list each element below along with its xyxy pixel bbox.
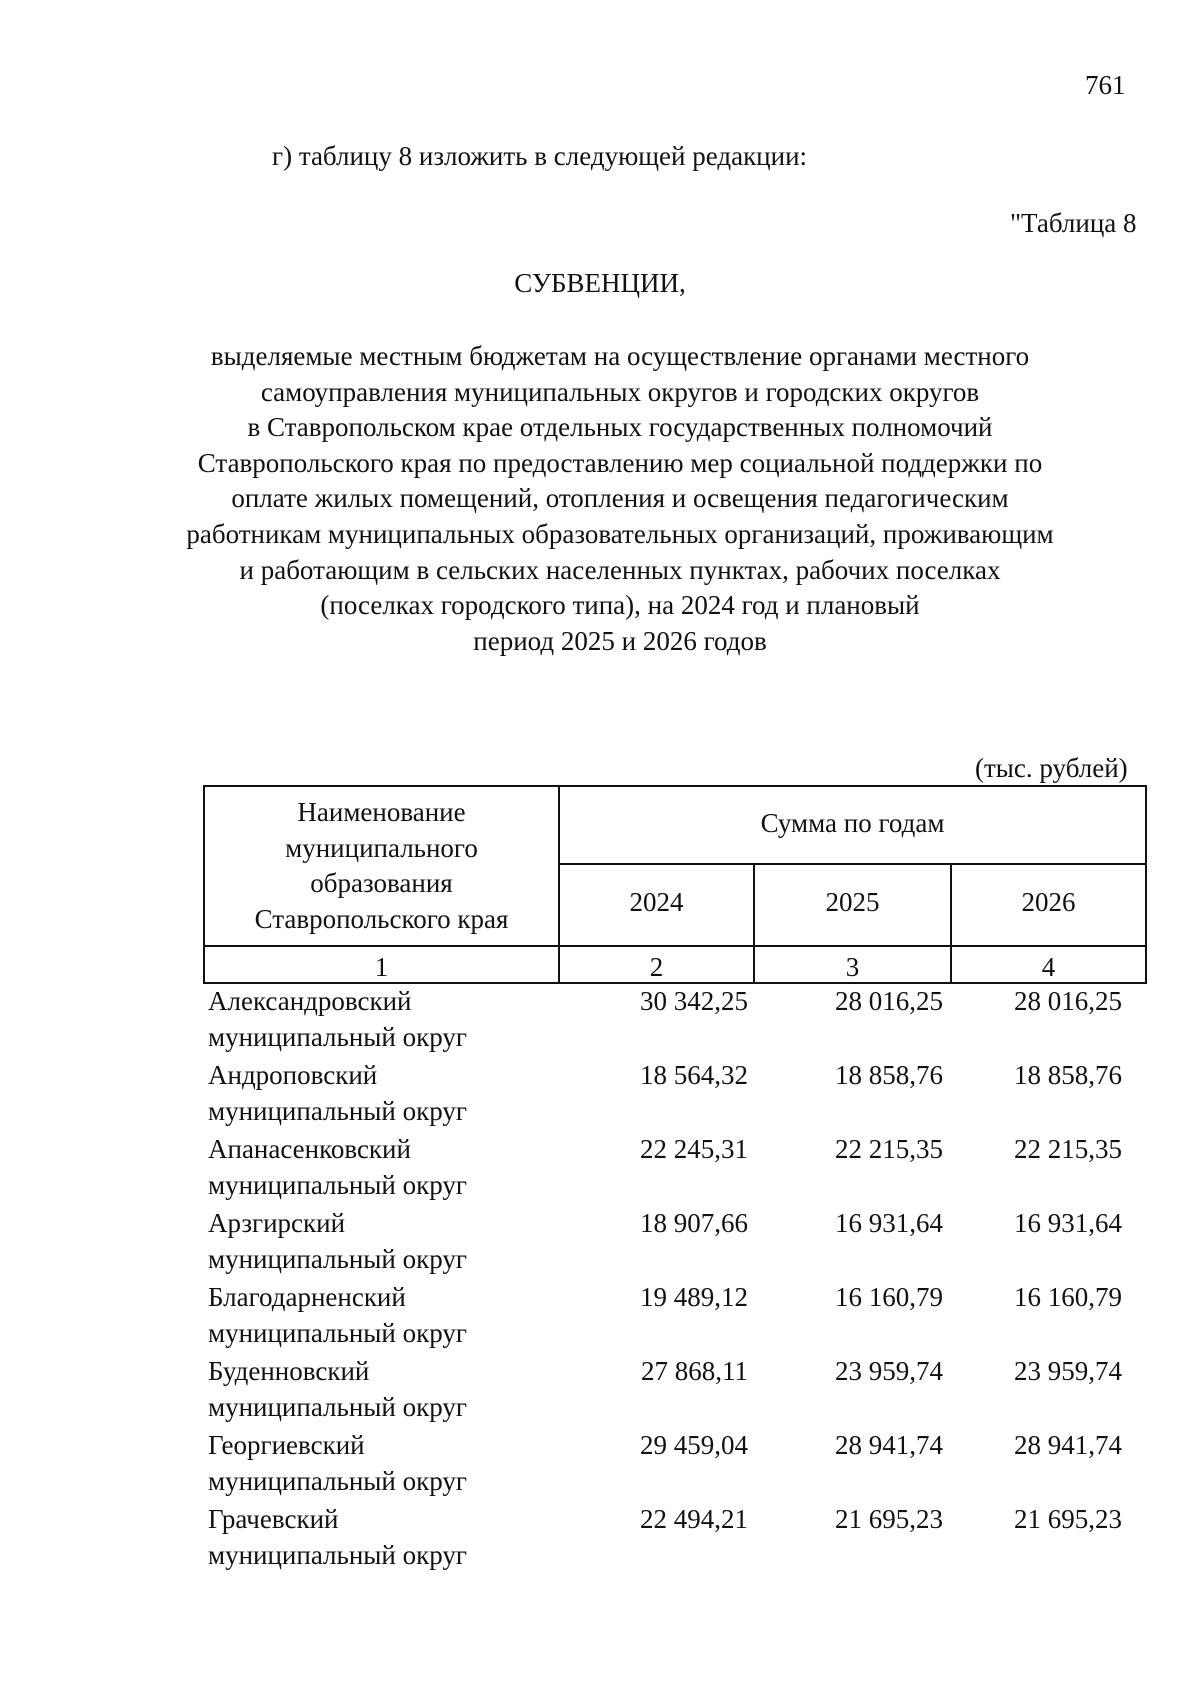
value-2026: 23 959,74 — [1014, 1356, 1122, 1386]
subtitle-line: работникам муниципальных образовательных организаций, проживающим — [186, 518, 1054, 549]
column-number: 2 — [649, 952, 664, 982]
value-2024: 18 564,32 — [640, 1060, 748, 1090]
table-row — [0, 1057, 1200, 1131]
header-name-line: образования — [310, 868, 453, 899]
table-border-top — [203, 785, 1147, 787]
header-name-line: Ставропольского края — [254, 903, 509, 934]
row-name-line: муниципальный округ — [208, 1096, 467, 1126]
header-year-2024: 2024 — [629, 887, 684, 917]
value-2024: 30 342,25 — [640, 986, 748, 1016]
intro-text: г) таблицу 8 изложить в следующей редакции: — [272, 141, 808, 171]
row-name — [208, 1279, 538, 1351]
subtitle-line: Ставропольского края по предоставлению мер социальной поддержки по — [197, 447, 1043, 478]
row-name-line: Апанасенковский — [208, 1134, 411, 1164]
table-border-right — [1145, 785, 1147, 984]
row-name — [208, 983, 538, 1055]
value-2024: 29 459,04 — [640, 1430, 748, 1460]
page-number: 761 — [1085, 70, 1126, 100]
value-2026: 22 215,35 — [1014, 1134, 1122, 1164]
column-number: 1 — [374, 952, 389, 982]
subtitle-line: выделяемые местным бюджетам на осуществление органами местного — [210, 341, 1030, 371]
document-subtitle — [180, 339, 1060, 659]
column-number: 4 — [1041, 952, 1056, 982]
row-name-line: Георгиевский — [208, 1430, 365, 1460]
value-2025: 21 695,23 — [835, 1504, 943, 1534]
value-2025: 22 215,35 — [835, 1134, 943, 1164]
row-name-line: муниципальный округ — [208, 1392, 467, 1422]
row-name-line: Благодарненский — [208, 1282, 406, 1312]
table-row — [0, 1427, 1200, 1501]
subtitle-line: (поселках городского типа), на 2024 год и плановый — [320, 590, 920, 621]
subtitle-line: период 2025 и 2026 годов — [473, 625, 767, 656]
subtitle-line: оплате жилых помещений, отопления и освещения педагогическим — [231, 483, 1009, 514]
value-2026: 28 941,74 — [1014, 1430, 1122, 1460]
row-name — [208, 1353, 538, 1425]
header-name-line: Наименование — [297, 797, 466, 827]
subtitle-line: самоуправления муниципальных округов и городских округов — [260, 376, 980, 407]
subtitle-line: и работающим в сельских населенных пунктах, рабочих поселках — [239, 554, 1001, 585]
value-2026: 16 160,79 — [1014, 1282, 1122, 1312]
table-row — [0, 1131, 1200, 1205]
row-name-line: Александровский — [208, 986, 412, 1016]
row-name-line: муниципальный округ — [208, 1244, 467, 1274]
table-border-years-top — [558, 863, 1147, 865]
value-2024: 18 907,66 — [640, 1208, 748, 1238]
table-row — [0, 1501, 1200, 1575]
value-2026: 16 931,64 — [1014, 1208, 1122, 1238]
table-border-header-bottom — [203, 945, 1147, 947]
row-name — [208, 1205, 538, 1277]
table-row — [0, 983, 1200, 1057]
value-2025: 18 858,76 — [835, 1060, 943, 1090]
value-2025: 23 959,74 — [835, 1356, 943, 1386]
value-2024: 27 868,11 — [641, 1356, 748, 1386]
value-2025: 16 931,64 — [835, 1208, 943, 1238]
subtitle-line: в Ставропольском крае отдельных государственных полномочий — [247, 412, 993, 443]
value-2024: 19 489,12 — [640, 1282, 748, 1312]
value-2024: 22 494,21 — [640, 1504, 748, 1534]
value-2026: 21 695,23 — [1014, 1504, 1122, 1534]
row-name — [208, 1057, 538, 1129]
row-name — [208, 1501, 538, 1573]
row-name-line: муниципальный округ — [208, 1318, 467, 1348]
header-year-2025: 2025 — [825, 887, 880, 917]
row-name-line: Арзгирский — [208, 1208, 346, 1238]
header-name-cell — [205, 795, 558, 937]
value-2025: 28 016,25 — [835, 986, 943, 1016]
units-label: (тыс. рублей) — [975, 753, 1128, 783]
value-2026: 28 016,25 — [1014, 986, 1122, 1016]
value-2025: 28 941,74 — [835, 1430, 943, 1460]
row-name — [208, 1131, 538, 1203]
row-name-line: Буденновский — [208, 1356, 370, 1386]
value-2026: 18 858,76 — [1014, 1060, 1122, 1090]
column-number: 3 — [845, 952, 860, 982]
value-2024: 22 245,31 — [640, 1134, 748, 1164]
row-name-line: муниципальный округ — [208, 1170, 467, 1200]
value-2025: 16 160,79 — [835, 1282, 943, 1312]
row-name — [208, 1427, 538, 1499]
row-name-line: Грачевский — [208, 1504, 339, 1534]
header-name-line: муниципального — [285, 832, 478, 863]
table-row — [0, 1279, 1200, 1353]
row-name-line: муниципальный округ — [208, 1022, 467, 1052]
row-name-line: муниципальный округ — [208, 1540, 467, 1570]
table-row — [0, 1353, 1200, 1427]
row-name-line: муниципальный округ — [208, 1466, 467, 1496]
row-name-line: Андроповский — [208, 1060, 378, 1090]
header-year-2026: 2026 — [1021, 887, 1076, 917]
header-sum-cell: Сумма по годам — [760, 808, 945, 838]
table-row — [0, 1205, 1200, 1279]
table-label: "Таблица 8 — [1010, 208, 1137, 238]
document-title: СУБВЕНЦИИ, — [514, 268, 686, 298]
